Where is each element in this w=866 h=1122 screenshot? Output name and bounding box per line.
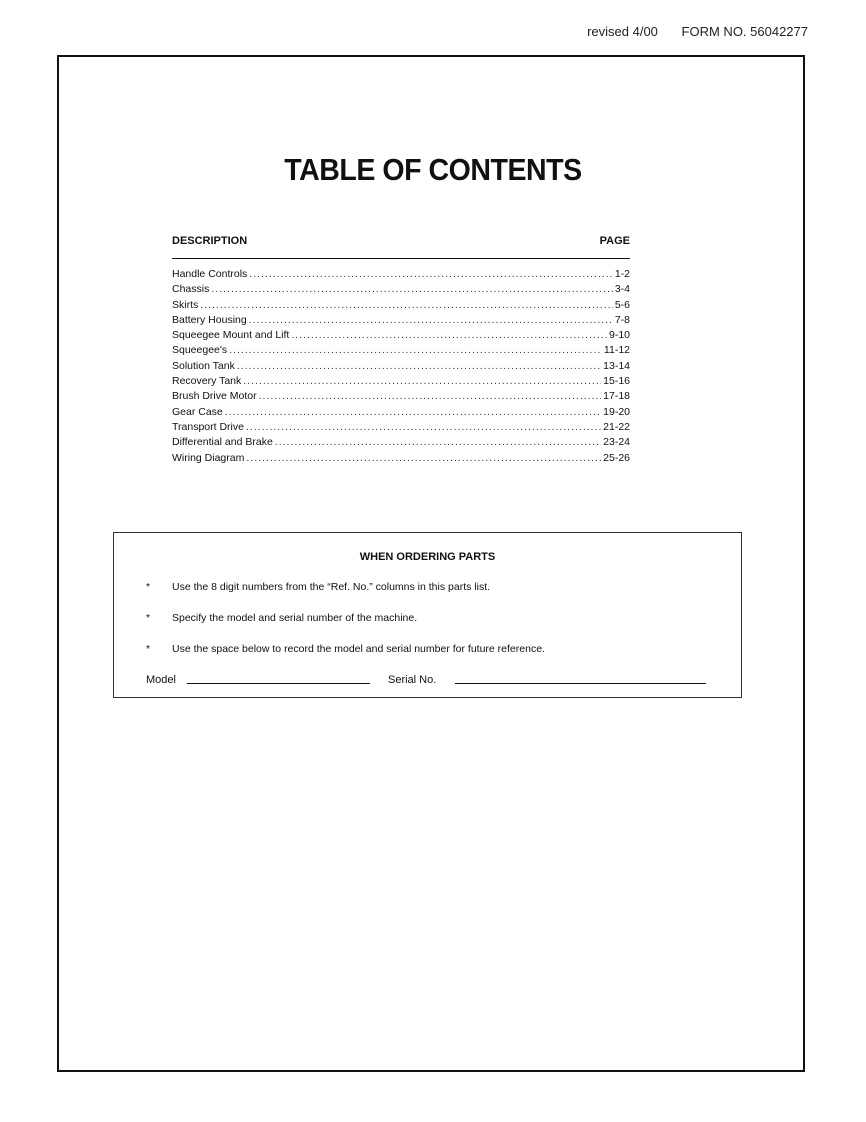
toc-entry-label: Chassis [172,283,210,296]
toc-entry [172,282,630,297]
toc-entry [172,359,630,374]
toc-entry-page: 23-24 [603,436,630,449]
serial-number-field[interactable] [455,683,706,684]
toc-entry [172,420,630,435]
dot-leader [200,298,613,313]
toc-list [172,267,630,466]
toc-entry [172,374,630,389]
toc-entry-page: 9-10 [608,329,630,342]
toc-entry [172,451,630,466]
dot-leader [229,343,602,358]
toc-entry [172,267,630,282]
dot-leader [249,267,613,282]
bullet-marker: * [146,643,151,655]
page-title: TABLE OF CONTENTS [284,152,582,187]
toc-entry-label: Transport Drive [172,420,244,433]
toc-entry-page: 21-22 [603,420,630,433]
toc-entry-page: 5-6 [614,298,630,311]
toc-entry-page: 1-2 [614,268,630,280]
toc-description-heading: DESCRIPTION [172,235,248,247]
toc-entry [172,343,630,358]
form-header [587,24,808,39]
toc-entry [172,389,630,404]
toc-entry-label: Recovery Tank [172,375,242,388]
toc-entry-page: 13-14 [603,359,630,372]
form-number: FORM NO. 56042277 [681,24,808,39]
bullet-marker: * [146,581,151,593]
toc-entry-label: Brush Drive Motor [172,390,257,403]
dot-leader [249,313,613,328]
toc-entry [172,298,630,313]
toc-entry-page: 7-8 [614,313,630,326]
toc-entry [172,328,630,343]
toc-entry-label: Wiring Diagram [172,451,245,464]
revision-date: revised 4/00 [587,24,658,39]
toc-entry-label: Differential and Brake [172,436,273,449]
ordering-bullet [146,612,417,624]
model-field[interactable] [187,683,370,684]
toc-entry-label: Squeegee Mount and Lift [172,329,290,342]
dot-leader [237,359,601,374]
toc-entry-label: Squeegee's [172,344,228,357]
dot-leader [211,282,612,297]
toc-divider [172,258,630,259]
toc-entry-page: 11-12 [603,344,630,357]
bullet-text: Specify the model and serial number of the machine. [172,612,418,624]
toc-entry-page: 19-20 [603,405,630,418]
toc-entry [172,313,630,328]
toc-entry-page: 3-4 [614,283,630,296]
dot-leader [275,435,601,450]
toc-entry-page: 25-26 [603,451,630,464]
bullet-text: Use the 8 digit numbers from the “Ref. No.” columns in this parts list. [172,581,491,593]
ordering-title: WHEN ORDERING PARTS [359,551,496,563]
toc-entry-label: Skirts [172,298,199,311]
dot-leader [243,374,601,389]
dot-leader [225,405,601,420]
toc-entry [172,435,630,450]
bullet-marker: * [146,612,151,624]
toc-entry-label: Handle Controls [172,268,248,280]
ordering-bullet [146,643,545,655]
toc-entry-page: 15-16 [603,375,630,388]
dot-leader [246,451,601,466]
ordering-bullet [146,581,490,593]
toc-entry-label: Battery Housing [172,313,247,326]
ordering-parts-box [113,532,742,698]
toc-entry-page: 17-18 [603,390,630,403]
toc-entry-label: Gear Case [172,405,223,418]
dot-leader [259,389,602,404]
toc-page-heading: PAGE [599,235,630,247]
dot-leader [246,420,601,435]
model-label: Model [146,674,176,686]
bullet-text: Use the space below to record the model and serial number for future reference. [172,643,545,655]
toc-entry [172,405,630,420]
dot-leader [291,328,607,343]
toc-header [172,235,630,247]
serial-number-label: Serial No. [388,674,437,686]
toc-entry-label: Solution Tank [172,359,235,372]
